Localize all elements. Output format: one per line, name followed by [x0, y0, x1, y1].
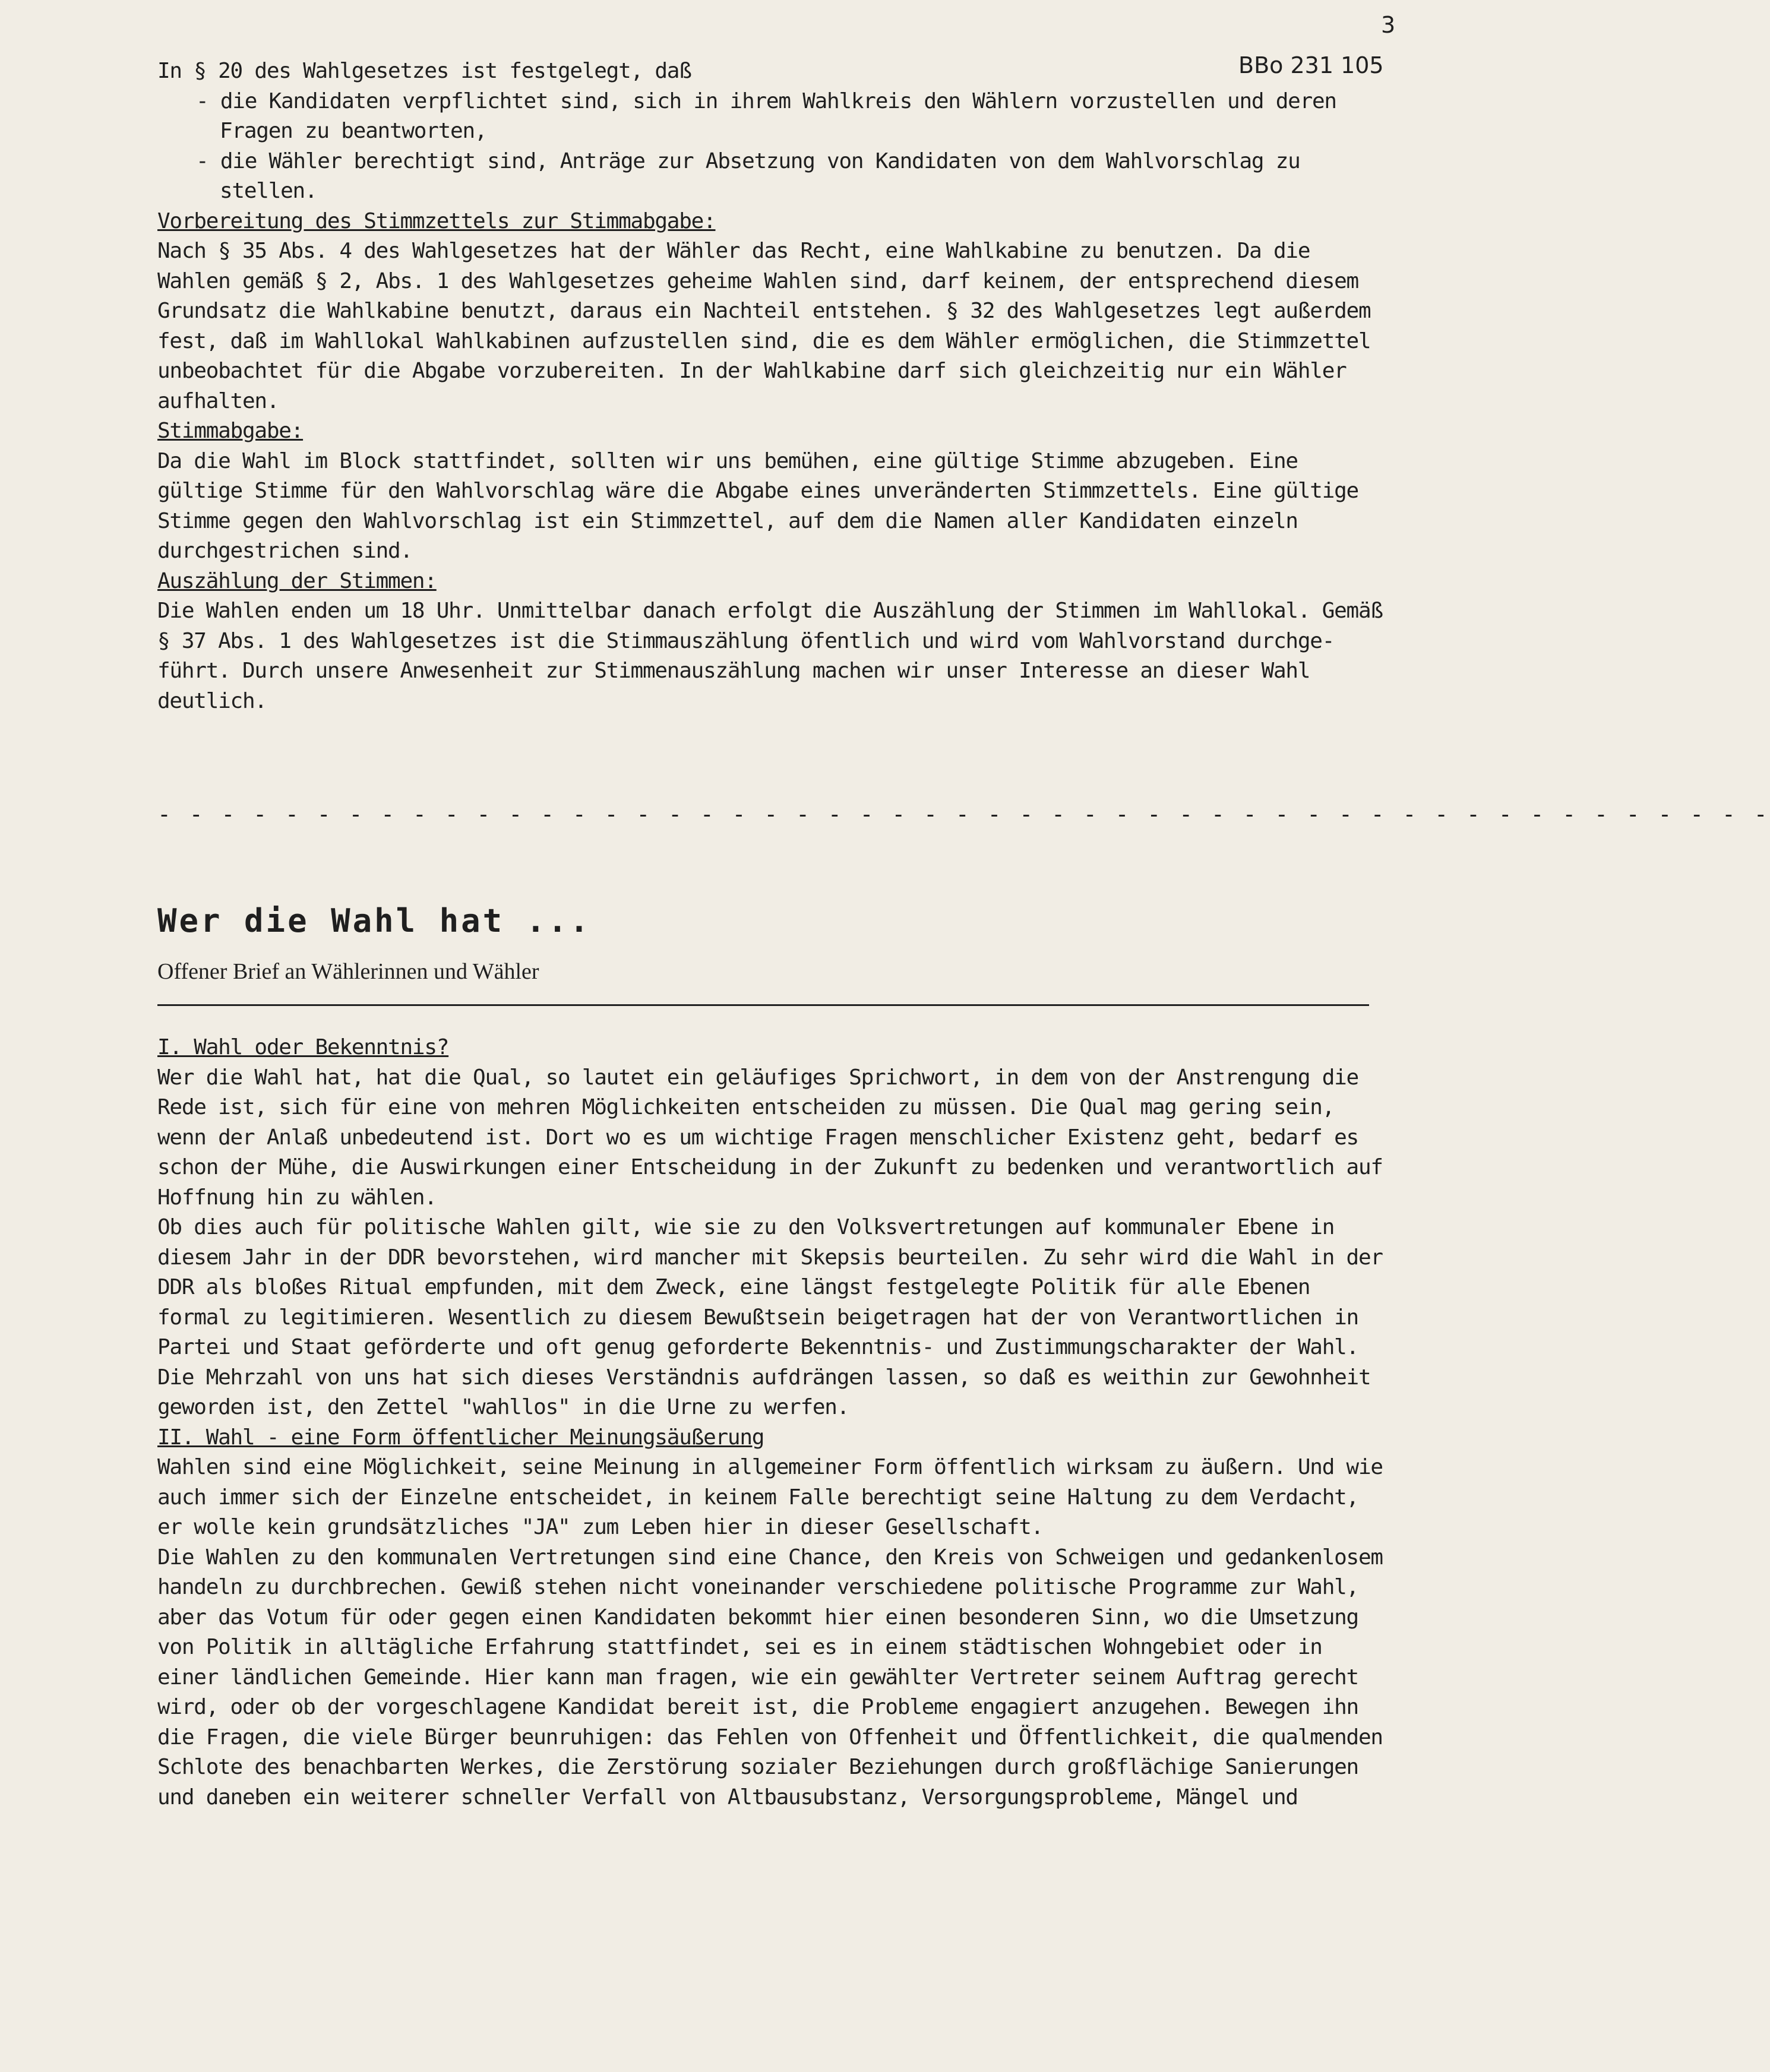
paragraph-line: Nach § 35 Abs. 4 des Wahlgesetzes hat der Wähler das Recht, eine Wahlkabine zu benutzen. Da die — [157, 239, 1310, 263]
paragraph-line: § 37 Abs. 1 des Wahlgesetzes ist die Stimmauszählung öfentlich und wird vom Wahlvorstand durchge- — [157, 628, 1335, 653]
paragraph-line: schon der Mühe, die Auswirkungen einer Entscheidung in der Zukunft zu bedenken und verantwortlich auf — [157, 1155, 1383, 1179]
section-heading: I. Wahl oder Bekenntnis? — [157, 1035, 449, 1059]
letter-subtitle: Offener Brief an Wählerinnen und Wähler — [157, 959, 539, 984]
paragraph-line: unbeobachtet für die Abgabe vorzubereiten. In der Wahlkabine darf sich gleichzeitig nur ein Wähler — [157, 359, 1347, 383]
dashed-divider: - - - - - - - - - - - - - - - - - - - - - - - - - - - - - - - - - - - - - - - - - - - - - - - - - - - — [157, 801, 1770, 827]
paragraph-line: deutlich. — [157, 688, 267, 713]
paragraph-line: Die Wahlen zu den kommunalen Vertretungen sind eine Chance, den Kreis von Schweigen und gedankenlosem — [157, 1545, 1383, 1570]
paragraph-line: die Fragen, die viele Bürger beunruhigen: das Fehlen von Offenheit und Öffentlichkeit, die qualmenden — [157, 1725, 1383, 1750]
paragraph-line: Ob dies auch für politische Wahlen gilt, wie sie zu den Volksvertretungen auf kommunaler Ebene in — [157, 1215, 1335, 1239]
paragraph-line: handeln zu durchbrechen. Gewiß stehen nicht voneinander verschiedene politische Programme zur Wahl, — [157, 1575, 1358, 1599]
intro-line: In § 20 des Wahlgesetzes ist festgelegt, daß — [157, 59, 691, 83]
paragraph-line: Da die Wahl im Block stattfindet, sollten wir uns bemühen, eine gültige Stimme abzugeben. Eine — [157, 448, 1298, 473]
paragraph-line: Schlote des benachbarten Werkes, die Zerstörung sozialer Beziehungen durch großflächige Sanierungen — [157, 1755, 1358, 1779]
paragraph-line: wenn der Anlaß unbedeutend ist. Dort wo es um wichtige Fragen menschlicher Existenz geht, bedarf es — [157, 1125, 1358, 1150]
paragraph-line: Rede ist, sich für eine von mehren Möglichkeiten entscheiden zu müssen. Die Qual mag gering sein, — [157, 1095, 1335, 1119]
paragraph-line: Partei und Staat geförderte und oft genug geforderte Bekenntnis- und Zustimmungscharakter der Wahl. — [157, 1335, 1358, 1359]
paragraph-line: diesem Jahr in der DDR bevorstehen, wird mancher mit Skepsis beurteilen. Zu sehr wird die Wahl in der — [157, 1245, 1383, 1270]
letter-title: Wer die Wahl hat ... — [157, 902, 592, 939]
paragraph-line: durchgestrichen sind. — [157, 539, 412, 563]
section-heading: II. Wahl - eine Form öffentlicher Meinungsäußerung — [157, 1425, 764, 1450]
paragraph-line: geworden ist, den Zettel "wahllos" in die Urne zu werfen. — [157, 1395, 849, 1419]
bullet-item-cont: stellen. — [220, 179, 317, 203]
paragraph-line: Die Wahlen enden um 18 Uhr. Unmittelbar danach erfolgt die Auszählung der Stimmen im Wahllokal. Gemäß — [157, 599, 1383, 623]
paragraph-line: DDR als bloßes Ritual empfunden, mit dem Zweck, eine längst festgelegte Politik für alle Ebenen — [157, 1275, 1310, 1299]
paragraph-line: Wer die Wahl hat, hat die Qual, so lautet ein geläufiges Sprichwort, in dem von der Anstrengung die — [157, 1065, 1358, 1090]
paragraph-line: Stimme gegen den Wahlvorschlag ist ein Stimmzettel, auf dem die Namen aller Kandidaten einzeln — [157, 508, 1298, 533]
paragraph-line: Die Mehrzahl von uns hat sich dieses Verständnis aufdrängen lassen, so daß es weithin zur Gewohnheit — [157, 1365, 1371, 1390]
page-number: 3 — [1381, 12, 1396, 38]
paragraph-line: gültige Stimme für den Wahlvorschlag wäre die Abgabe eines unveränderten Stimmzettels. Eine gültige — [157, 479, 1358, 503]
bullet-item: - die Kandidaten verpflichtet sind, sich in ihrem Wahlkreis den Wählern vorzustellen und deren — [196, 88, 1336, 113]
archive-id: BBo 231 105 — [1238, 52, 1384, 78]
paragraph-line: aufhalten. — [157, 388, 279, 413]
horizontal-rule — [157, 1004, 1369, 1006]
section-heading: Stimmabgabe: — [157, 419, 304, 443]
bullet-item-cont: Fragen zu beantworten, — [220, 119, 487, 143]
bullet-item: - die Wähler berechtigt sind, Anträge zur Absetzung von Kandidaten von dem Wahlvorschlag zu — [196, 148, 1300, 173]
paragraph-line: er wolle kein grundsätzliches "JA" zum Leben hier in dieser Gesellschaft. — [157, 1515, 1043, 1539]
paragraph-line: führt. Durch unsere Anwesenheit zur Stimmenauszählung machen wir unser Interesse an dieser Wahl — [157, 659, 1310, 683]
paragraph-line: wird, oder ob der vorgeschlagene Kandidat bereit ist, die Probleme engagiert anzugehen. Bewegen ihn — [157, 1695, 1358, 1719]
section-heading: Vorbereitung des Stimmzettels zur Stimmabgabe: — [157, 208, 716, 233]
paragraph-line: formal zu legitimieren. Wesentlich zu diesem Bewußtsein beigetragen hat der von Verantwortlichen in — [157, 1305, 1358, 1330]
paragraph-line: einer ländlichen Gemeinde. Hier kann man fragen, wie ein gewählter Vertreter seinem Auftrag gerecht — [157, 1665, 1358, 1690]
paragraph-line: von Politik in alltägliche Erfahrung stattfindet, sei es in einem städtischen Wohngebiet oder in — [157, 1635, 1322, 1659]
paragraph-line: Wahlen sind eine Möglichkeit, seine Meinung in allgemeiner Form öffentlich wirksam zu äußern. Und wie — [157, 1455, 1383, 1479]
paragraph-line: Grundsatz die Wahlkabine benutzt, daraus ein Nachteil entstehen. § 32 des Wahlgesetzes legt außerdem — [157, 299, 1371, 323]
section-heading: Auszählung der Stimmen: — [157, 568, 437, 593]
paragraph-line: Hoffnung hin zu wählen. — [157, 1185, 437, 1210]
paragraph-line: auch immer sich der Einzelne entscheidet, in keinem Falle berechtigt seine Haltung zu dem Verdacht, — [157, 1485, 1358, 1510]
paragraph-line: Wahlen gemäß § 2, Abs. 1 des Wahlgesetzes geheime Wahlen sind, darf keinem, der entsprechend diesem — [157, 268, 1358, 293]
paragraph-line: fest, daß im Wahllokal Wahlkabinen aufzustellen sind, die es dem Wähler ermöglichen, die Stimmzettel — [157, 328, 1371, 353]
paragraph-line: und daneben ein weiterer schneller Verfall von Altbausubstanz, Versorgungsprobleme, Mängel und — [157, 1785, 1298, 1810]
document-body — [157, 56, 1770, 1812]
paragraph-line: aber das Votum für oder gegen einen Kandidaten bekommt hier einen besonderen Sinn, wo die Umsetzung — [157, 1605, 1358, 1630]
